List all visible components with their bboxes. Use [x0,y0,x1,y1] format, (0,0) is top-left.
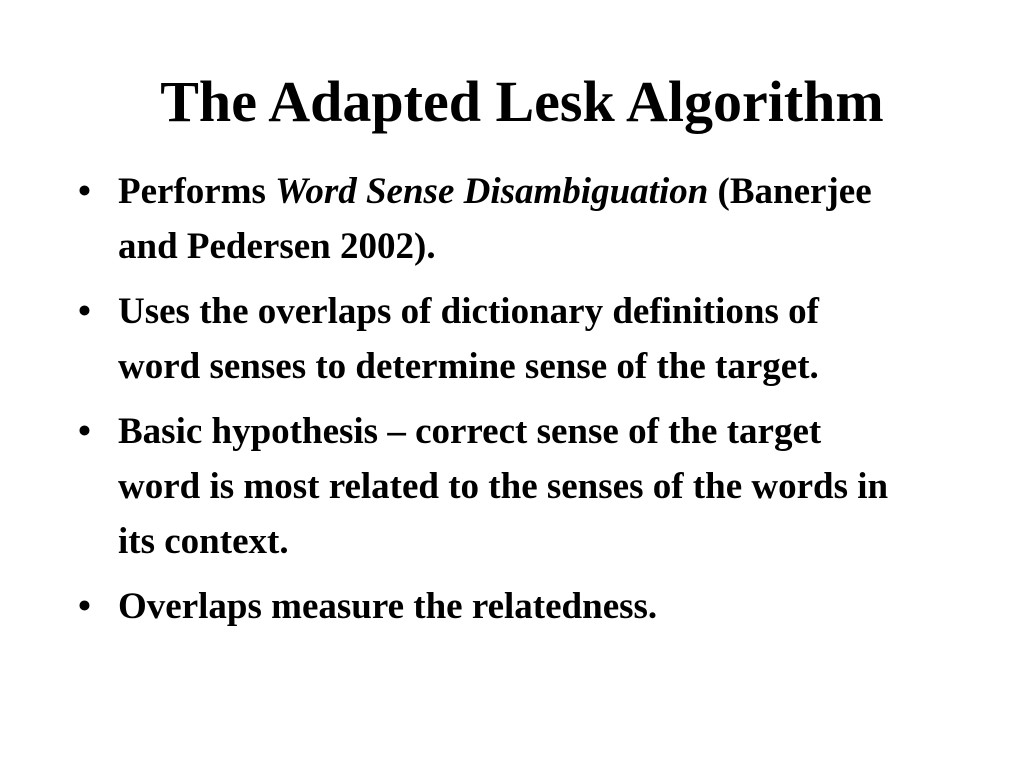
bullet-item-4 [0,579,908,634]
bullet-1-suffix: (Banerjee and Pedersen 2002). [118,171,872,267]
bullet-icon: • [78,586,91,627]
bullet-list [0,164,1024,644]
bullet-item-1 [0,164,908,274]
bullet-4-text: Overlaps measure the relatedness. [118,586,658,627]
bullet-item-3 [0,404,908,569]
bullet-icon: • [78,411,91,452]
bullet-1-prefix: Performs [118,171,276,212]
bullet-item-2 [0,284,908,394]
bullet-3-text: Basic hypothesis – correct sense of the target word is most related to the senses of the words in its context. [118,411,889,562]
slide-title: The Adapted Lesk Algorithm [160,69,884,134]
bullet-icon: • [78,171,91,212]
bullet-icon: • [78,291,91,332]
bullet-2-text: Uses the overlaps of dictionary definitions of word senses to determine sense of the target. [118,291,819,387]
bullet-1-emphasis: Word Sense Disambiguation [275,171,709,212]
